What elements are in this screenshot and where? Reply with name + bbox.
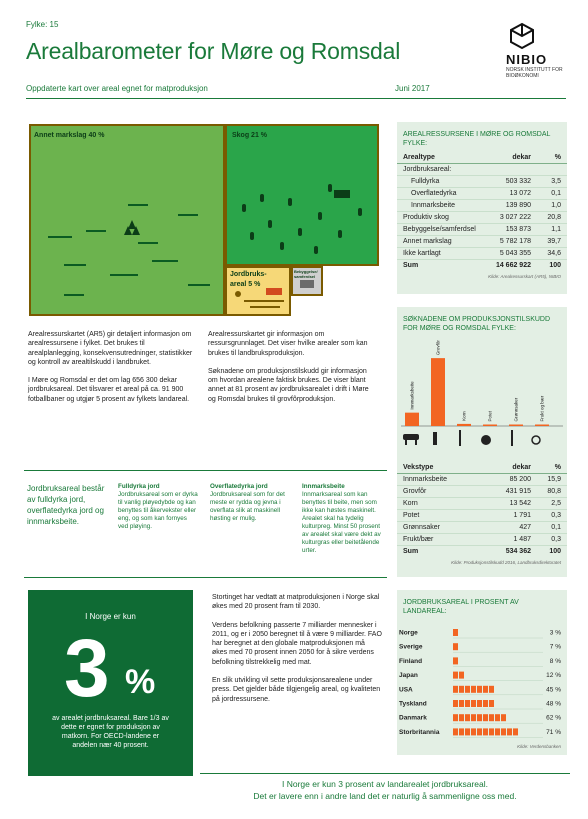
table-row: Fulldyrka 503 332 3,5: [397, 176, 567, 188]
production-bar: [483, 425, 497, 427]
bottom-text-column: [212, 593, 382, 713]
bigbox-percent-sign: %: [125, 663, 156, 701]
footer-line-1: I Norge er kun 3 prosent av landarealet jordbruksareal.: [281, 779, 488, 789]
text-col1-p1: Arealressurskartet (AR5) gir detaljert informasjon om arealressursene i fylket. Det brukes til arealplanlegging, konsekvensutredninger, statistikker og kontroll av arealtilskudd i landbruket.: [28, 331, 193, 366]
label-beb-1: Bebyggelse/: [294, 269, 318, 274]
country-bar-segment: [483, 700, 488, 707]
land-bar-chart: [397, 625, 565, 745]
country-bar-segment: [489, 728, 494, 735]
country-bar-segment: [507, 728, 512, 735]
country-bar-segment: [459, 700, 464, 707]
country-bar-segment: [477, 686, 482, 693]
country-value: 48 %: [546, 700, 561, 708]
text-col1-p2: I Møre og Romsdal er det om lag 656 300 dekar jordbruksareal. Det tilsvarer et areal på ca. 91 900 fotballbaner og utgjør 5 prosent av fylkets landareal.: [28, 377, 190, 403]
country-bar-segment: [489, 700, 494, 707]
three-percent-box: [28, 590, 193, 776]
skog-area: [226, 125, 378, 265]
bottom-text-p1: Stortinget har vedtatt at matproduksjonen i Norge skal økes med 20 prosent fram til 2030.: [212, 594, 380, 611]
table-header-row: Arealtype dekar %: [397, 152, 567, 164]
production-bar-label: Frukt og bær: [539, 395, 545, 422]
definitions-box: [24, 470, 387, 578]
country-bar-segment: [471, 728, 476, 735]
table-row: Grønnsaker 427 0,1: [397, 522, 567, 534]
land-chart-source: Kilde: Verdensbanken: [517, 744, 561, 749]
country-bar-segment: [495, 714, 500, 721]
grain-icon: [459, 430, 461, 446]
country-bar-segment: [465, 686, 470, 693]
table-row: Overflatedyrka 13 072 0,1: [397, 188, 567, 200]
production-bar-label: Potet: [487, 410, 493, 422]
production-bar: [535, 425, 549, 427]
cow-leg-icon: [405, 440, 407, 445]
footer: [200, 778, 570, 802]
publish-date: Juni 2017: [395, 84, 430, 93]
country-label: Tyskland: [399, 700, 427, 708]
cow-icon: [403, 434, 419, 440]
county-label: Fylke: 15: [26, 20, 59, 29]
table-row: Frukt/bær 1 487 0,3: [397, 534, 567, 546]
country-bar-segment: [453, 728, 458, 735]
country-label: Storbritannia: [399, 728, 440, 736]
tractor-shape: [266, 288, 282, 295]
text-col2-p2: Søknadene om produksjonstilskudd gir informasjon om hvordan arealene faktisk brukes. De viser blant annet at 81 prosent av jordbruksarealet i drift i Møre og Romsdal brukes til grovfôrproduksjon.: [208, 367, 369, 403]
bigbox-number: 3: [64, 623, 110, 714]
production-bar: [431, 358, 445, 426]
forestry-machine: [334, 190, 350, 198]
country-bar-segment: [465, 700, 470, 707]
production-bar: [405, 413, 419, 426]
production-source: Kilde: Produksjonstilskudd 2016, Landbruksdirektoratet: [451, 560, 561, 565]
text-col2-p1: Arealressurskartet gir informasjon om ressursgrunnlaget. Det viser hvilke arealer som kan brukes til landbruksproduksjon.: [208, 331, 368, 357]
country-bar-segment: [471, 714, 476, 721]
country-label: Norge: [399, 629, 418, 637]
country-value: 45 %: [546, 686, 561, 694]
land-use-map: [28, 124, 380, 318]
country-value: 62 %: [546, 714, 561, 722]
country-label: Japan: [399, 672, 418, 680]
country-value: 8 %: [549, 657, 561, 665]
country-label: Sverige: [399, 643, 423, 651]
footer-rule: [200, 773, 570, 774]
land-chart-head: JORDBRUKSAREAL I PROSENT AV LANDAREAL:: [403, 599, 519, 615]
areal-source: Kilde: Arealressurskart (AR5), NIBIO: [488, 274, 561, 279]
production-bar-label: Korn: [461, 411, 467, 421]
table-row: Annet markslag 5 782 178 39,7: [397, 236, 567, 248]
country-bar-segment: [453, 657, 458, 664]
country-label: Danmark: [399, 714, 427, 722]
logo-subtitle: NORSK INSTITUTT FOR BIOØKONOMI: [506, 67, 563, 79]
country-bar-segment: [477, 728, 482, 735]
label-annet: Annet markslag 40 %: [34, 132, 105, 139]
country-bar-segment: [459, 686, 464, 693]
table-row: Bebyggelse/samferdsel 153 873 1,1: [397, 224, 567, 236]
table-sum-row: Sum 534 362 100: [403, 548, 561, 555]
subtitle: Oppdaterte kart over areal egnet for matproduksjon: [26, 84, 208, 93]
country-bar-segment: [501, 714, 506, 721]
country-bar-segment: [501, 728, 506, 735]
country-value: 71 %: [546, 728, 561, 736]
country-label: USA: [399, 686, 413, 694]
bottom-text-p2: Verdens befolkning passerte 7 milliarder mennesker i 2011, og er i 2050 beregnet til å være 9 milliarder. FAO har beregnet at den globale matproduksjonen må økes med 70 prosent innen 2050 for å sikre verdens befolkning tilstrekkelig med mat.: [212, 621, 382, 666]
bottom-text-p3: En slik utvikling vil sette produksjonsarealene under press. Det gjelder både tilgjengelig areal, og kvaliteten på jordressursene.: [212, 677, 381, 703]
header-rule: [26, 98, 566, 99]
table-row: Ikke kartlagt 5 043 355 34,6: [397, 248, 567, 260]
country-bar-segment: [477, 714, 482, 721]
country-bar-segment: [513, 728, 518, 735]
grass-icon: [433, 432, 437, 445]
table-row: Produktiv skog 3 027 222 20,8: [397, 212, 567, 224]
country-bar-segment: [483, 714, 488, 721]
country-bar-segment: [483, 686, 488, 693]
country-bar-segment: [489, 714, 494, 721]
country-bar-segment: [453, 714, 458, 721]
country-bar-segment: [453, 643, 458, 650]
country-bar-segment: [459, 672, 464, 679]
table-header-row: Vekstype dekar %: [397, 462, 567, 474]
country-value: 12 %: [546, 672, 561, 680]
country-bar-segment: [477, 700, 482, 707]
country-bar-segment: [495, 728, 500, 735]
bigbox-top-text: I Norge er kun: [85, 612, 136, 621]
production-bar-label: Grønnsaker: [513, 397, 519, 422]
bigbox-bottom-text: av arealet jordbruksareal. Bare 1/3 av dette er egnet for produksjon av matkorn. For OECD-landene er andelen nær 40 prosent.: [52, 715, 169, 749]
production-table-panel: [397, 460, 567, 577]
country-bar-segment: [453, 629, 458, 636]
definition-overflatedyrka: Overflatedyrka jord Jordbruksareal som for det meste er rydda og jevna i overflata slik at maskinell høsting er mulig.: [210, 483, 285, 522]
table-row: Potet 1 791 0,3: [397, 510, 567, 522]
country-bar-segment: [453, 672, 458, 679]
production-bar-svg: [397, 330, 567, 454]
vegetable-icon: [511, 430, 513, 446]
country-bar-segment: [453, 700, 458, 707]
nibio-logo-icon: [508, 22, 536, 50]
annet-markslag-area: [30, 125, 224, 315]
country-bar-segment: [471, 686, 476, 693]
table-row: Innmarksbeite 85 200 15,9: [397, 474, 567, 486]
country-value: 7 %: [549, 643, 561, 651]
nibio-logo: [506, 22, 570, 79]
country-bar-segment: [489, 686, 494, 693]
definition-fulldyrka: Fulldyrka jord Jordbruksareal som er dyrka til vanlig pløyedybde og kan benyttes til åkervekster eller eng, og som kan fornyes ved pløying.: [118, 483, 198, 530]
table-row: Korn 13 542 2,5: [397, 498, 567, 510]
country-bar-segment: [459, 714, 464, 721]
logo-name: NIBIO: [506, 52, 548, 67]
label-jord-2: areal 5 %: [230, 281, 261, 288]
table-row: Jordbruksareal:: [397, 164, 567, 176]
definition-innmarksbeite: Innmarksbeite Innmarksareal som kan benyttes til beite, men som ikke kan høstes maskinelt. Arealet skal ha tydelig kulturpreg. Minst 50 prosent av arealet skal være dekt av kulturgras eller beitetålende urter.: [302, 483, 381, 554]
production-bar-label: Grovfôr: [435, 340, 441, 356]
production-table: [397, 462, 567, 557]
production-bar: [509, 425, 523, 427]
label-beb-2: samferdsel: [294, 274, 316, 279]
potato-icon: [481, 435, 491, 445]
land-use-map-svg: [28, 124, 380, 318]
house-shape: [300, 280, 314, 288]
country-label: Finland: [399, 657, 423, 665]
areal-table: [397, 152, 567, 271]
label-skog: Skog 21 %: [232, 132, 268, 139]
country-bar-segment: [465, 728, 470, 735]
table-sum-row: Sum 14 662 922 100: [403, 262, 561, 269]
country-value: 3 %: [549, 629, 561, 637]
country-bar-segment: [465, 714, 470, 721]
fruit-icon: [532, 436, 540, 444]
label-jord-1: Jordbruks-: [230, 271, 267, 278]
areal-table-head: AREALRESSURSENE I MØRE OG ROMSDAL FYLKE:: [403, 131, 551, 147]
country-bar-segment: [471, 700, 476, 707]
text-column-1: [28, 330, 198, 413]
land-bar-svg: [397, 625, 565, 745]
country-bar-segment: [483, 728, 488, 735]
table-row: Grovfôr 431 915 80,8: [397, 486, 567, 498]
definition-lead: Jordbruksareal består av fulldyrka jord, overflatedyrka jord og innmarksbeite.: [27, 484, 105, 526]
production-bar: [457, 424, 471, 426]
production-bar-chart: [397, 330, 567, 454]
crop-icons: [403, 430, 540, 446]
production-head: SØKNADENE OM PRODUKSJONSTILSKUDD FOR MØRE OG ROMSDAL FYLKE:: [403, 316, 551, 332]
table-row: Innmarksbeite 139 890 1,0: [397, 200, 567, 212]
production-bar-label: Innmarksbeite: [409, 381, 415, 410]
page-title: Arealbarometer for Møre og Romsdal: [26, 38, 401, 64]
country-bar-segment: [459, 728, 464, 735]
country-bar-segment: [453, 686, 458, 693]
areal-table-panel: [397, 122, 567, 294]
footer-line-2: Det er lavere enn i andre land det er naturlig å sammenligne oss med.: [253, 791, 517, 801]
text-column-2: [208, 330, 378, 413]
